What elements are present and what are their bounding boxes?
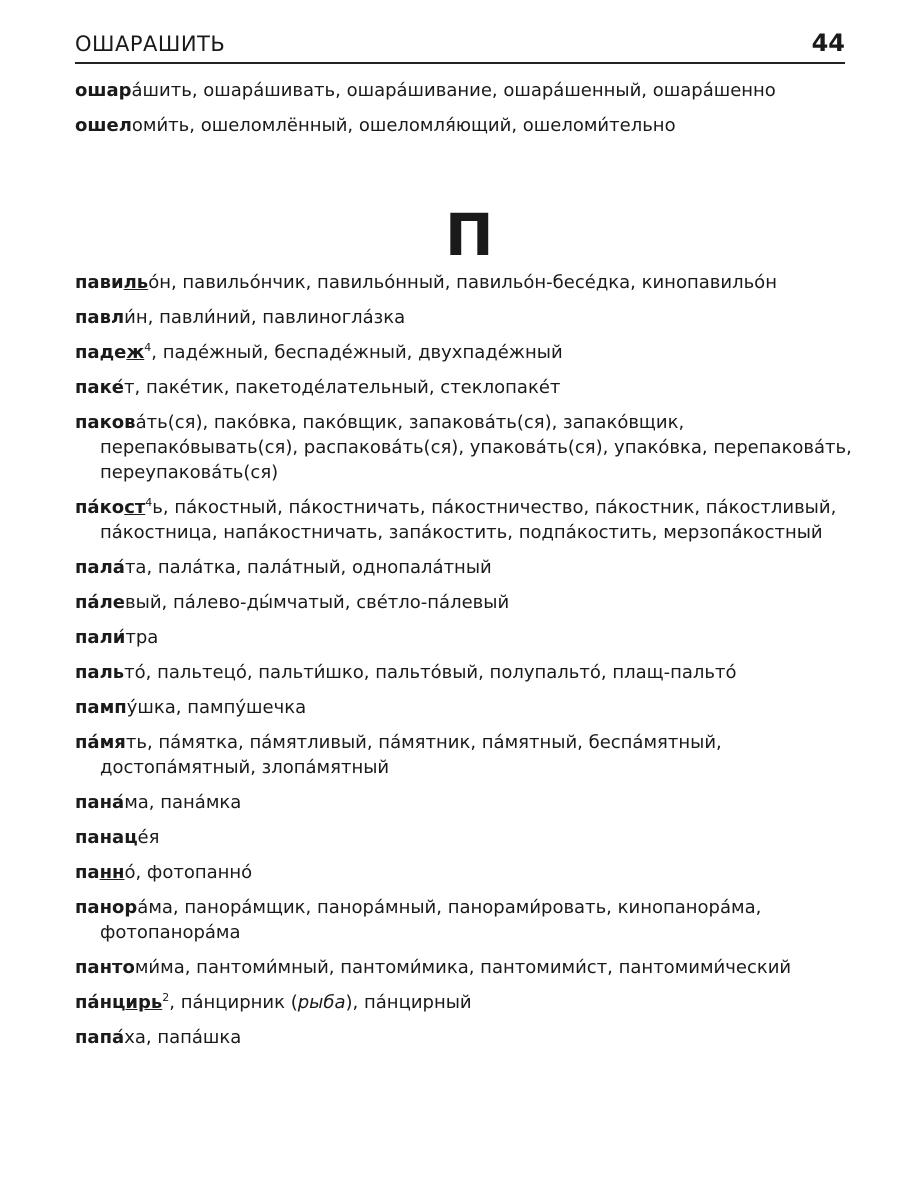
entry-pampushka: пампу́шка, пампу́шечка: [75, 697, 307, 718]
entry-palata: пала́та, пала́тка, пала́тный, однопала́тный: [75, 557, 492, 578]
entry-panatseya: панаце́я: [75, 827, 160, 848]
entry-pavlin: павли́н, павли́ний, павлиногла́зка: [75, 307, 406, 328]
entry-pamyat: па́мять, па́мятка, па́мятливый, па́мятник, па́мятный, беспа́мятный, достопа́мятный, злопа́мятный: [75, 732, 722, 778]
guide-word: ОШАРАШИТЬ: [75, 32, 226, 56]
entry-pantsir: па́нцирь$^2$, па́нцирник (рыба), па́нцирный: [75, 991, 472, 1013]
entry-pavilon: павильо́н, павильо́нчик, павильо́нный, павильо́н-бесе́дка, кинопавильо́н: [75, 272, 777, 293]
entry-paket: паке́т, паке́тик, пакетоде́лательный, стеклопаке́т: [75, 377, 561, 398]
entry-oshelomit: ошеломи́ть, ошеломлённый, ошеломля́ющий, ошеломи́тельно: [75, 115, 676, 136]
page-header: [75, 28, 845, 64]
dictionary-entries: [75, 78, 865, 1060]
entry-panno: панно́, фотопанно́: [75, 862, 253, 883]
entry-pakovat: пакова́ть(ся), пако́вка, пако́вщик, запакова́ть(ся), запако́вщик, перепако́вывать(ся), распакова́ть(ся), упакова́ть(ся), упако́вка, перепакова́ть, переупакова́ть(ся): [75, 412, 852, 483]
entry-palto: пальто́, пальтецо́, пальти́шко, пальто́вый, полупальто́, плащ-пальто́: [75, 662, 737, 683]
entry-palitra: пали́тра: [75, 627, 159, 648]
entry-palevyi: па́левый, па́лево-ды́мчатый, све́тло-па́левый: [75, 592, 510, 613]
section-letter-block: [75, 148, 865, 270]
entry-pantomima: пантоми́ма, пантоми́мный, пантоми́мика, пантомими́ст, пантомими́ческий: [75, 957, 792, 978]
section-letter: П: [445, 201, 494, 269]
entry-panorama: панора́ма, панора́мщик, панора́мный, панорами́ровать, кинопанора́ма, фотопанора́ма: [75, 897, 762, 943]
entry-pakost: па́кост$^4$ь, па́костный, па́костничать, па́костничество, па́костник, па́костливый, па́костница, напа́костничать, запа́костить, подпа́костить, мерзопа́костный: [75, 496, 837, 543]
entry-padezh: падеж$^4$, паде́жный, беспаде́жный, двухпаде́жный: [75, 341, 563, 363]
entry-papakha: папа́ха, папа́шка: [75, 1027, 242, 1048]
entry-panama: пана́ма, пана́мка: [75, 792, 242, 813]
page-number: 44: [811, 29, 845, 57]
entry-osharashit: ошара́шить, ошара́шивать, ошара́шивание, ошара́шенный, ошара́шенно: [75, 80, 776, 101]
